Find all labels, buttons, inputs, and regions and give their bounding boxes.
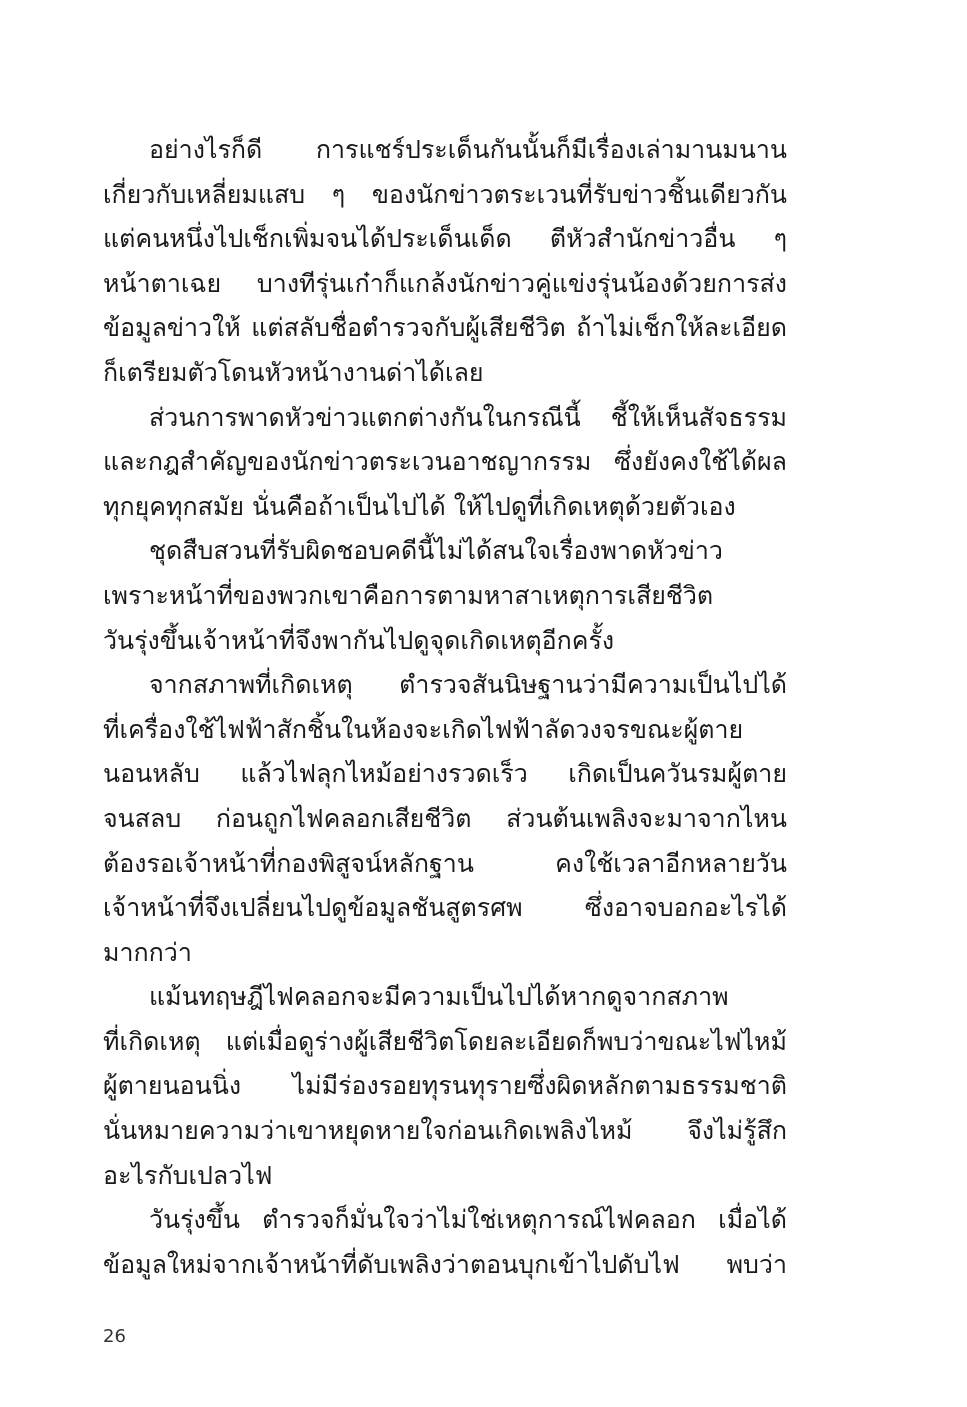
body-text: [103, 128, 787, 1287]
text-line: ทุกยุคทุกสมัย นั่นคือถ้าเป็นไปได้ ให้ไปดูที่เกิดเหตุด้วยตัวเอง: [103, 491, 736, 521]
text-line: ผู้ตายนอนนิ่ง ไม่มีร่องรอยทุรนทุรายซึ่งผิดหลักตามธรรมชาติ: [103, 1071, 787, 1101]
text-line: และกฎสำคัญของนักข่าวตระเวนอาชญากรรม ซึ่งยังคงใช้ได้ผล: [103, 447, 787, 477]
page-number: 26: [103, 1326, 126, 1347]
text-line: วันรุ่งขึ้น ตำรวจก็มั่นใจว่าไม่ใช่เหตุการณ์ไฟคลอก เมื่อได้: [149, 1205, 787, 1235]
text-line: เพราะหน้าที่ของพวกเขาคือการตามหาสาเหตุการเสียชีวิต: [103, 580, 714, 610]
text-line: แต่คนหนึ่งไปเช็กเพิ่มจนได้ประเด็นเด็ด ตีหัวสำนักข่าวอื่น ๆ: [103, 224, 787, 254]
text-line: นั่นหมายความว่าเขาหยุดหายใจก่อนเกิดเพลิงไหม้ จึงไม่รู้สึก: [103, 1116, 787, 1146]
text-line: นอนหลับ แล้วไฟลุกไหม้อย่างรวดเร็ว เกิดเป็นควันรมผู้ตาย: [103, 759, 787, 789]
text-line: ที่เครื่องใช้ไฟฟ้าสักชิ้นในห้องจะเกิดไฟฟ้าลัดวงจรขณะผู้ตาย: [103, 714, 744, 744]
text-line: ส่วนการพาดหัวข่าวแตกต่างกันในกรณีนี้ ชี้ให้เห็นสัจธรรม: [149, 402, 787, 432]
text-line: อย่างไรก็ดี การแชร์ประเด็นกันนั้นก็มีเรื่องเล่ามานมนาน: [149, 135, 787, 164]
text-line: ก็เตรียมตัวโดนหัวหน้างานด่าได้เลย: [103, 357, 484, 387]
text-line: ข้อมูลใหม่จากเจ้าหน้าที่ดับเพลิงว่าตอนบุกเข้าไปดับไฟ พบว่า: [103, 1249, 787, 1279]
text-line: วันรุ่งขึ้นเจ้าหน้าที่จึงพากันไปดูจุดเกิดเหตุอีกครั้ง: [103, 625, 615, 655]
text-line: ต้องรอเจ้าหน้าที่กองพิสูจน์หลักฐาน คงใช้เวลาอีกหลายวัน: [103, 848, 787, 878]
text-line: ชุดสืบสวนที่รับผิดชอบคดีนี้ไม่ได้สนใจเรื่องพาดหัวข่าว: [149, 536, 723, 566]
text-line: จนสลบ ก่อนถูกไฟคลอกเสียชีวิต ส่วนต้นเพลิงจะมาจากไหน: [103, 803, 787, 833]
text-line: จากสภาพที่เกิดเหตุ ตำรวจสันนิษฐานว่ามีความเป็นไปได้: [149, 670, 787, 700]
text-line: เกี่ยวกับเหลี่ยมแสบ ๆ ของนักข่าวตระเวนที่รับข่าวชิ้นเดียวกัน: [103, 179, 787, 209]
text-line: เจ้าหน้าที่จึงเปลี่ยนไปดูข้อมูลชันสูตรศพ ซึ่งอาจบอกอะไรได้: [103, 893, 787, 923]
text-line: ที่เกิดเหตุ แต่เมื่อดูร่างผู้เสียชีวิตโดยละเอียดก็พบว่าขณะไฟไหม้: [103, 1026, 787, 1056]
text-line: แม้นทฤษฎีไฟคลอกจะมีความเป็นไปได้หากดูจากสภาพ: [149, 982, 729, 1012]
text-line: อะไรกับเปลวไฟ: [103, 1160, 273, 1190]
text-line: มากกว่า: [103, 937, 192, 967]
text-line: หน้าตาเฉย บางทีรุ่นเก๋าก็แกล้งนักข่าวคู่แข่งรุ่นน้องด้วยการส่ง: [103, 268, 787, 298]
text-line: ข้อมูลข่าวให้ แต่สลับชื่อตำรวจกับผู้เสียชีวิต ถ้าไม่เช็กให้ละเอียด: [103, 313, 787, 343]
